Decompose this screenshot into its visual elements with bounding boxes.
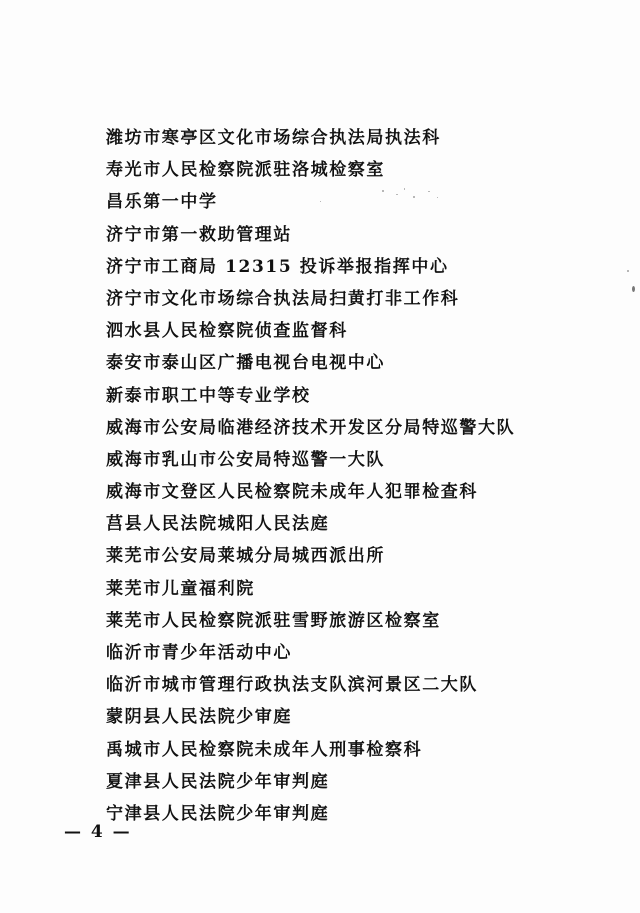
organization-item: 莒县人民法院城阳人民法庭 [106, 514, 330, 535]
organization-item: 夏津县人民法院少年审判庭 [106, 771, 330, 792]
organization-item: 新泰市职工中等专业学校 [106, 385, 311, 406]
scan-speck [404, 188, 405, 190]
organization-item: 威海市乳山市公安局特巡警一大队 [106, 449, 385, 470]
scan-speck [382, 190, 384, 192]
scan-speck [437, 197, 438, 198]
organization-item: 昌乐第一中学 [106, 192, 218, 213]
organization-item: 蒙阴县人民法院少审庭 [106, 707, 292, 728]
organization-item: 济宁市文化市场综合执法局扫黄打非工作科 [106, 288, 460, 309]
organization-item: 寿光市人民检察院派驻洛城检察室 [106, 160, 385, 181]
organization-item: 临沂市青少年活动中心 [106, 643, 292, 663]
organization-item: 济宁市工商局 12315 投诉举报指挥中心 [106, 256, 449, 277]
organization-item: 莱芜市公安局莱城分局城西派出所 [106, 546, 385, 567]
organization-item: 禹城市人民检察院未成年人刑事检察科 [106, 739, 423, 760]
scan-speck [428, 191, 430, 192]
organization-item: 潍坊市寒亭区文化市场综合执法局执法科 [106, 128, 441, 148]
organization-list [106, 122, 515, 830]
scan-speck [396, 194, 398, 195]
organization-item: 临沂市城市管理行政执法支队滨河景区二大队 [106, 675, 478, 696]
organization-item: 莱芜市人民检察院派驻雪野旅游区检察室 [106, 610, 441, 631]
page-number: — 4 — [64, 822, 132, 842]
organization-item: 莱芜市儿童福利院 [106, 578, 255, 599]
scan-speck [632, 286, 635, 292]
organization-item: 威海市公安局临港经济技术开发区分局特巡警大队 [106, 417, 516, 438]
scan-speck [320, 201, 321, 202]
scan-speck [413, 196, 415, 198]
organization-item: 泰安市泰山区广播电视台电视中心 [106, 353, 385, 374]
organization-item: 济宁市第一救助管理站 [106, 224, 292, 245]
organization-item: 泗水县人民检察院侦查监督科 [106, 321, 348, 342]
organization-item: 威海市文登区人民检察院未成年人犯罪检查科 [106, 482, 478, 503]
scan-speck [627, 270, 629, 272]
organization-item: 宁津县人民法院少年审判庭 [106, 803, 330, 824]
